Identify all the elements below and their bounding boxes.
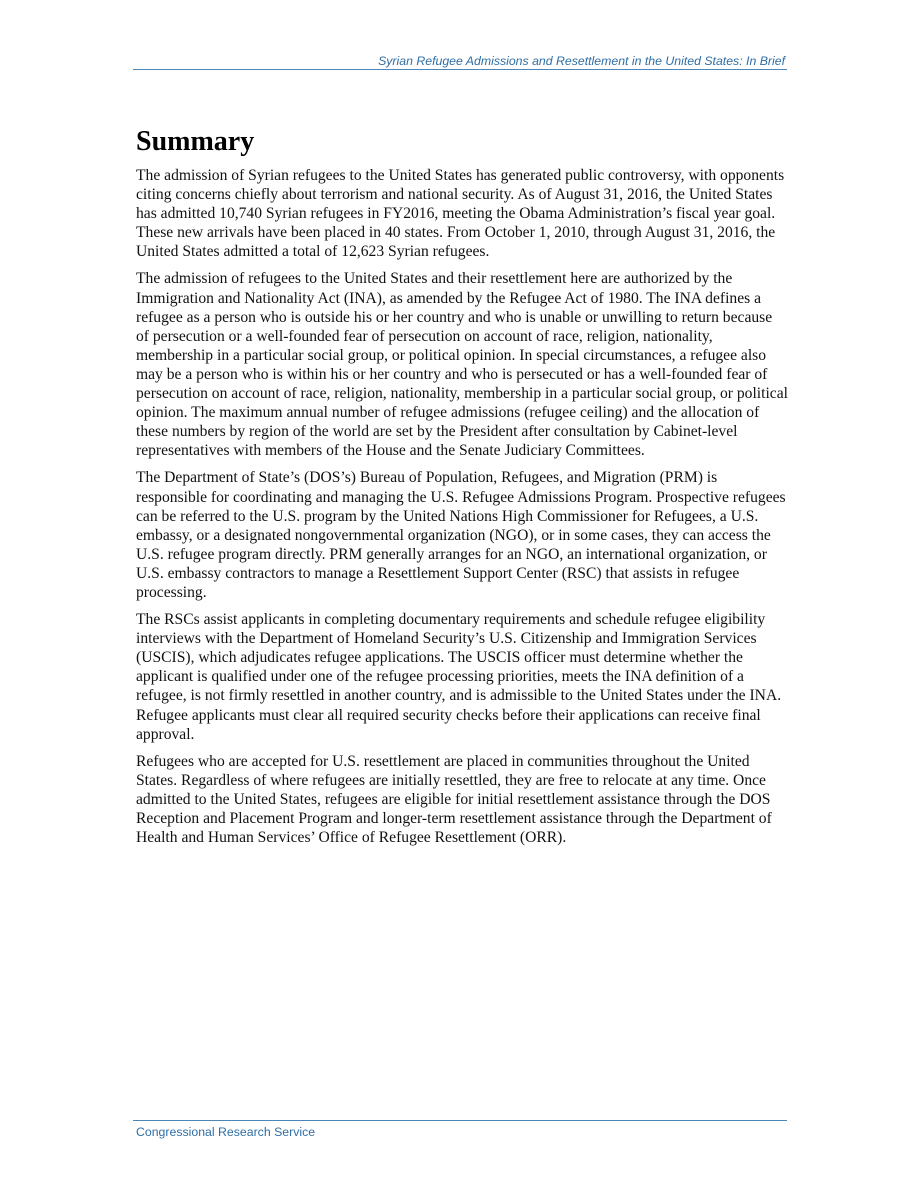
running-footer: [133, 1120, 787, 1140]
summary-paragraph: Refugees who are accepted for U.S. resettlement are placed in communities throughout the United States. Regardless of where refugees are initially resettled, they are free to relocate at any time. Once admitted to the United States, refugees are eligible for initial resettlement assistance through the DOS Reception and Placement Program and longer-term resettlement assistance through the Department of Health and Human Services’ Office of Refugee Resettlement (ORR).: [136, 752, 772, 847]
footer-publisher: Congressional Research Service: [136, 1125, 316, 1139]
running-header: [133, 53, 787, 70]
section-title: Summary: [136, 126, 255, 157]
summary-paragraph: The admission of refugees to the United States and their resettlement here are authorized by the Immigration and Nationality Act (INA), as amended by the Refugee Act of 1980. The INA defines a refugee as a person who is outside his or her country and who is unable or unwilling to return because of persecution or a well-founded fear of persecution on account of race, religion, nationality, membership in a particular social group, or political opinion. In special circumstances, a refugee also may be a person who is within his or her country and who is persecuted or has a well-founded fear of persecution on account of race, religion, nationality, membership in a particular social group, or political opinion. The maximum annual number of refugee admissions (refugee ceiling) and the allocation of these numbers by region of the world are set by the President after consultation by Cabinet-level representatives with members of the House and the Senate Judiciary Committees.: [136, 270, 788, 460]
running-header-title: Syrian Refugee Admissions and Resettlement in the United States: In Brief: [378, 54, 785, 68]
summary-paragraph: The admission of Syrian refugees to the United States has generated public controversy, with opponents citing concerns chiefly about terrorism and national security. As of August 31, 2016, the United States has admitted 10,740 Syrian refugees in FY2016, meeting the Obama Administration’s fiscal year goal. These new arrivals have been placed in 40 states. From October 1, 2010, through August 31, 2016, the United States admitted a total of 12,623 Syrian refugees.: [136, 167, 785, 261]
summary-paragraph: The Department of State’s (DOS’s) Bureau of Population, Refugees, and Migration (PRM) is responsible for coordinating and managing the U.S. Refugee Admissions Program. Prospective refugees can be referred to the U.S. program by the United Nations High Commissioner for Refugees, a U.S. embassy, or a designated nongovernmental organization (NGO), or in some cases, they can access the U.S. refugee program directly. PRM generally arranges for an NGO, an international organization, or U.S. embassy contractors to manage a Resettlement Support Center (RSC) that assists in refugee processing.: [136, 469, 786, 601]
summary-paragraph: The RSCs assist applicants in completing documentary requirements and schedule refugee eligibility interviews with the Department of Homeland Security’s U.S. Citizenship and Immigration Services (USCIS), which adjudicates refugee applications. The USCIS officer must determine whether the applicant is qualified under one of the refugee processing priorities, meets the INA definition of a refugee, is not firmly resettled in another country, and is admissible to the United States under the INA. Refugee applicants must clear all required security checks before their applications can receive final approval.: [136, 611, 782, 743]
summary-section: [136, 124, 788, 855]
